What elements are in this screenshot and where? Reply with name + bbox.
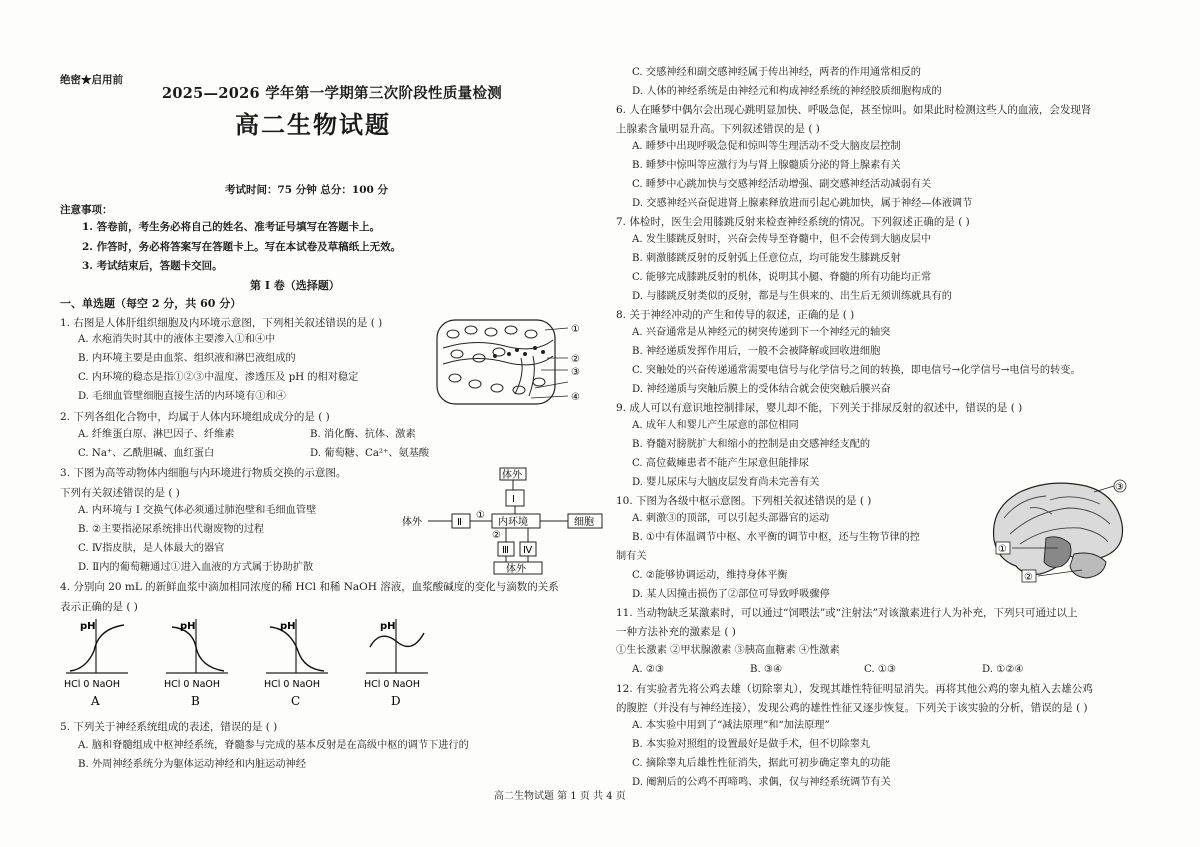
figure-label: 体外 (502, 470, 522, 481)
x-axis-label: HCl 0 NaOH (164, 679, 221, 690)
q8-option-b: B. 神经递质发挥作用后，一般不会被降解或回收进细胞 (632, 346, 881, 357)
ph-curve (70, 625, 124, 671)
y-axis-label: pH (180, 621, 196, 632)
q3-stem: 下列有关叙述错误的是 ( ) (60, 487, 180, 499)
q5-option-d: D. 人体的神经系统是由神经元和构成神经系统的神经胶质细胞构成的 (632, 86, 942, 97)
notice-heading: 注意事项： (60, 204, 113, 216)
figure-label: 体外 (402, 517, 422, 528)
q12-option-c: C. 摘除睾丸后雄性性征消失，据此可初步确定睾丸的功能 (632, 758, 891, 769)
notice-item: 3. 考试结束后，答题卡交回。 (82, 260, 223, 272)
q1-option-a: A. 水疱消失时其中的液体主要渗入①和④中 (78, 334, 276, 345)
q1-option-c: C. 内环境的稳态是指①②③中温度、渗透压及 pH 的相对稳定 (78, 372, 359, 383)
figure-label: 体外 (506, 564, 526, 575)
q4-stem: 4. 分别向 20 mL 的新鲜血浆中滴加相同浓度的稀 HCl 和稀 NaOH 溶液，血浆酸碱度的变化与滴数的关系 (60, 581, 559, 593)
q10-option-d: D. 某人因撞击损伤了②部位可导致呼吸骤停 (632, 589, 830, 600)
q12-option-d: D. 阉割后的公鸡不再啼鸣、求偶，仅与神经系统调节有关 (632, 777, 891, 788)
page-footer: 高二生物试题 第 1 页 共 4 页 (494, 791, 626, 802)
figure-label: ① (571, 324, 580, 335)
ph-option-d (364, 619, 428, 708)
figure-label: ② (1024, 572, 1033, 583)
q2-option-c: C. Na⁺、乙酰胆碱、血红蛋白 (78, 448, 215, 459)
q2-stem: 2. 下列各组化合物中，均属于人体内环境组成成分的是 ( ) (60, 411, 330, 423)
figure-label: ③ (571, 367, 580, 378)
exam-name: 2025—2026 学年第一学期第三次阶段性质量检测 (162, 85, 503, 102)
q11-stem: 11. 当动物缺乏某激素时，可以通过“饲喂法”或“注射法”对该激素进行人为补充，下列只可通过以上 (616, 607, 1078, 619)
q9-option-b: B. 脊髓对膀胱扩大和缩小的控制是由交感神经支配的 (632, 439, 871, 450)
ph-option-b (164, 619, 228, 708)
q4-stem: 表示正确的是 ( ) (60, 601, 138, 613)
q11-option-c: C. ①③ (864, 664, 897, 675)
ph-curve-options (66, 615, 446, 710)
q8-option-a: A. 兴奋通常是从神经元的树突传递到下一个神经元的轴突 (632, 327, 891, 338)
figure-label: Ⅲ (502, 545, 509, 556)
x-axis-label: HCl 0 NaOH (64, 679, 121, 690)
q3-option-d: D. Ⅱ内的葡萄糖通过①进入血液的方式属于协助扩散 (78, 562, 314, 573)
q11-stem: 一种方法补充的激素是 ( ) (616, 626, 736, 638)
ph-option-a (64, 619, 128, 708)
q11-items: ①生长激素 ②甲状腺激素 ③胰高血糖素 ④性激素 (616, 645, 840, 656)
figure-label: ① (998, 544, 1007, 555)
ph-curve (370, 633, 424, 647)
liver-tissue-figure (435, 318, 585, 408)
y-axis-label: pH (280, 621, 296, 632)
q1-option-b: B. 内环境主要是由血浆、组织液和淋巴液组成的 (78, 353, 296, 364)
q9-stem: 9. 成人可以有意识地控制排尿，婴儿却不能，下列关于排尿反射的叙述中，错误的是 ( ) (616, 402, 1023, 414)
section-heading: 一、单选题（每空 2 分，共 60 分） (60, 297, 242, 310)
figure-label: 细胞 (574, 517, 594, 528)
q6-stem: 上腺素含量明显升高。下列叙述错误的是 ( ) (616, 123, 820, 135)
q11-option-d: D. ①②④ (982, 664, 1024, 675)
ph-curve (172, 627, 224, 671)
figure-label: ④ (571, 392, 580, 403)
q12-stem: 的腹腔（并没有与神经连接），发现公鸡的雄性性征又逐步恢复。下列关于该实验的分析，错误的是 ( ) (616, 702, 1088, 714)
ph-option-c (264, 619, 328, 708)
q8-option-d: D. 神经递质与突触后膜上的受体结合就会使突触后膜兴奋 (632, 384, 891, 395)
q9-option-a: A. 成年人和婴儿产生尿意的部位相同 (632, 420, 799, 431)
q2-option-b: B. 消化酶、抗体、激素 (310, 429, 416, 440)
y-axis-label: pH (80, 621, 96, 632)
brain-figure (990, 478, 1140, 584)
q6-stem: 6. 人在睡梦中偶尔会出现心跳明显加快、呼吸急促，甚至惊叫。如果此时检测这些人的血液，会发现肾 (616, 104, 1092, 116)
figure-label: Ⅱ (457, 517, 462, 528)
q5-option-a: A. 脑和脊髓组成中枢神经系统，脊髓参与完成的基本反射是在高级中枢的调节下进行的 (78, 740, 469, 751)
q5-stem: 5. 下列关于神经系统组成的表述，错误的是 ( ) (60, 721, 278, 733)
part-heading: 第 I 卷（选择题） (250, 279, 340, 292)
option-label: A (91, 694, 100, 708)
x-axis-label: HCl 0 NaOH (364, 679, 421, 690)
q1-stem: 1. 右图是人体肝组织细胞及内环境示意图，下列相关叙述错误的是 ( ) (60, 317, 383, 329)
q7-stem: 7. 体检时，医生会用膝跳反射来检查神经系统的情况。下列叙述正确的是 ( ) (616, 216, 970, 228)
q12-option-a: A. 本实验中用到了“减法原理”和“加法原理” (632, 720, 830, 731)
q8-stem: 8. 关于神经冲动的产生和传导的叙述，正确的是 ( ) (616, 309, 855, 321)
q7-option-b: B. 刺激膝跳反射的反射弧上任意位点，均可能发生膝跳反射 (632, 253, 901, 264)
q5-option-c: C. 交感神经和副交感神经属于传出神经，两者的作用通常相反的 (632, 67, 921, 78)
q2-option-d: D. 葡萄糖、Ca²⁺、氨基酸 (310, 448, 430, 459)
x-axis-label: HCl 0 NaOH (264, 679, 321, 690)
q11-option-a: A. ②③ (632, 664, 665, 675)
q6-option-d: D. 交感神经兴奋促进肾上腺素释放进而引起心跳加快，属于神经—体液调节 (632, 198, 973, 209)
q3-option-b: B. ②主要指泌尿系统排出代谢废物的过程 (78, 524, 265, 535)
q3-stem: 3. 下图为高等动物体内细胞与内环境进行物质交换的示意图。 (60, 467, 347, 479)
q8-option-c: C. 突触处的兴奋传递通常需要电信号与化学信号之间的转换，即电信号→化学信号→电信号的转变。 (632, 365, 1081, 376)
q7-option-c: C. 能够完成膝跳反射的机体，说明其小腿、脊髓的所有功能均正常 (632, 272, 932, 283)
q3-option-c: C. Ⅳ指皮肤，是人体最大的器官 (78, 543, 225, 554)
figure-label: ① (476, 510, 485, 521)
q6-option-c: C. 睡梦中心跳加快与交感神经活动增强、副交感神经活动减弱有关 (632, 179, 932, 190)
notice-item: 2. 作答时，务必将答案写在答题卡上。写在本试卷及草稿纸上无效。 (82, 241, 402, 253)
option-label: B (191, 694, 200, 708)
time-score: 考试时间：75 分钟 总分：100 分 (225, 184, 388, 196)
q5-option-b: B. 外周神经系统分为躯体运动神经和内脏运动神经 (78, 759, 306, 770)
q9-option-c: C. 高位截瘫患者不能产生尿意但能排尿 (632, 458, 809, 469)
y-axis-label: pH (380, 621, 396, 632)
q6-option-b: B. 睡梦中惊叫等应激行为与肾上腺髓质分泌的肾上腺素有关 (632, 160, 901, 171)
figure-label: Ⅰ (512, 494, 515, 505)
q10-option-a: A. 刺激③的顶部，可以引起头部器官的运动 (632, 513, 830, 524)
page-title: 高二生物试题 (235, 111, 391, 139)
axis-lines (66, 619, 128, 673)
q10-option-b-cont: 制有关 (616, 551, 647, 562)
option-label: D (391, 694, 401, 708)
q1-option-d: D. 毛细血管壁细胞直接生活的内环境有①和④ (78, 391, 286, 402)
ph-curve (270, 627, 324, 671)
notice-item: 1. 答卷前，考生务必将自己的姓名、准考证号填写在答题卡上。 (82, 221, 381, 233)
figure-label: ③ (1115, 482, 1124, 493)
q2-option-a: A. 纤维蛋白原、淋巴因子、纤维素 (78, 429, 235, 440)
q7-option-a: A. 发生膝跳反射时，兴奋会传导至脊髓中，但不会传到大脑皮层中 (632, 234, 932, 245)
q10-stem: 10. 下图为各级中枢示意图。下列相关叙述错误的是 ( ) (616, 495, 872, 507)
q9-option-d: D. 婴儿尿床与大脑皮层发育尚未完善有关 (632, 477, 820, 488)
axis-lines (366, 619, 428, 673)
figure-label: Ⅳ (523, 545, 533, 556)
q7-option-d: D. 与膝跳反射类似的反射，都是与生俱来的、出生后无须训练就具有的 (632, 291, 952, 302)
secret-label: 绝密★启用前 (60, 74, 123, 86)
q12-stem: 12. 有实验者先将公鸡去雄（切除睾丸），发现其雄性特征明显消失。再将其他公鸡的睾丸植入去雄公鸡 (616, 683, 1093, 695)
exchange-diagram (402, 466, 610, 576)
figure-label: ② (571, 354, 580, 365)
figure-label: 内环境 (498, 517, 528, 528)
figure-label: ② (492, 530, 501, 541)
q3-option-a: A. 内环境与 I 交换气体必须通过肺泡壁和毛细血管壁 (78, 505, 317, 516)
q10-option-c: C. ②能够协调运动，维持身体平衡 (632, 570, 788, 581)
option-label: C (291, 694, 301, 708)
q12-option-b: B. 本实验对照组的设置最好是做手术，但不切除睾丸 (632, 739, 871, 750)
axis-lines (266, 619, 328, 673)
q11-option-b: B. ③④ (750, 664, 783, 675)
q10-option-b: B. ①中有体温调节中枢、水平衡的调节中枢，还与生物节律的控 (632, 532, 920, 543)
q6-option-a: A. 睡梦中出现呼吸急促和惊叫等生理活动不受大脑皮层控制 (632, 141, 901, 152)
